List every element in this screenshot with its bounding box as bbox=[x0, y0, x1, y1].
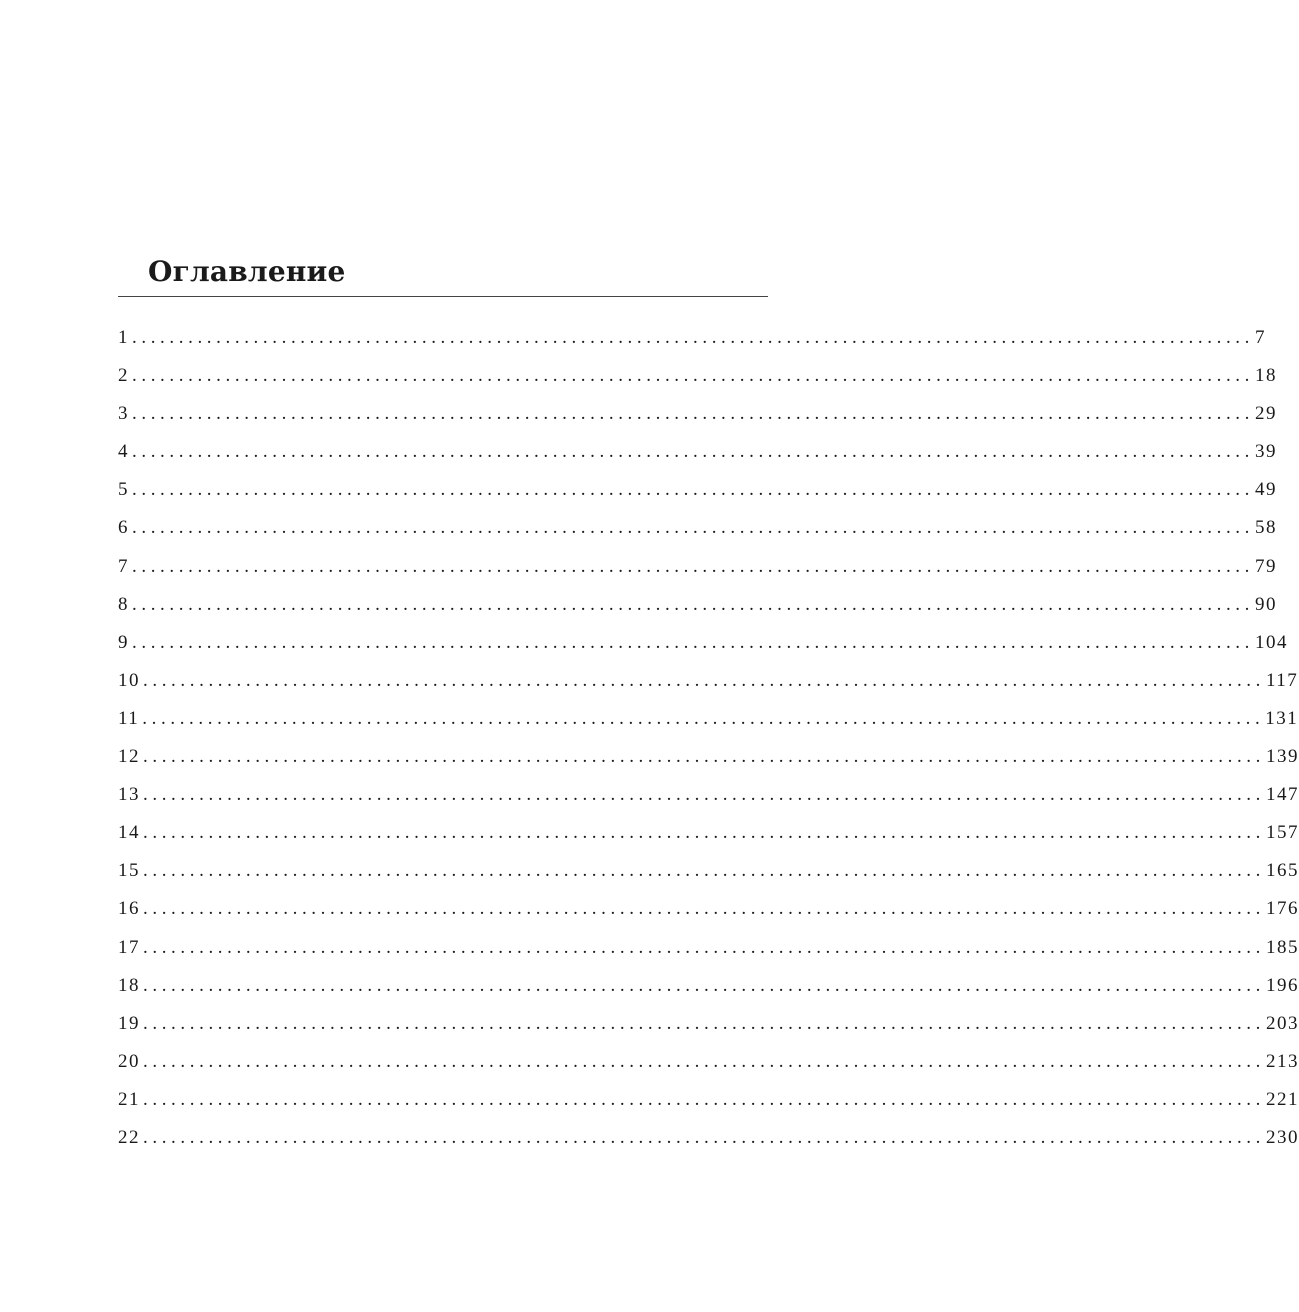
entry-label: 21 bbox=[118, 1088, 140, 1110]
toc-entry[interactable] bbox=[118, 890, 1299, 928]
toc-entry[interactable] bbox=[118, 700, 1299, 738]
dot-leader: ........................................................................................................................ bbox=[143, 860, 1265, 882]
entry-page-number: 185 bbox=[1266, 936, 1299, 958]
dot-leader: ........................................................................................................................ bbox=[142, 707, 1265, 729]
entry-page-number: 131 bbox=[1265, 707, 1299, 729]
entry-label: 3 bbox=[118, 403, 129, 425]
entry-page-number: 230 bbox=[1266, 1126, 1299, 1148]
entry-label: 11 bbox=[118, 707, 140, 729]
entry-label: 15 bbox=[118, 860, 140, 882]
entry-label: 12 bbox=[118, 746, 140, 768]
entry-label: 13 bbox=[118, 784, 140, 806]
entry-page-number: 58 bbox=[1255, 517, 1277, 539]
entry-label: 16 bbox=[118, 898, 140, 920]
dot-leader: ........................................................................................................................ bbox=[132, 593, 1254, 615]
toc-entry[interactable] bbox=[118, 738, 1299, 776]
dot-leader: ........................................................................................................................ bbox=[143, 1126, 1265, 1148]
toc-entry[interactable] bbox=[118, 471, 1277, 509]
dot-leader: ........................................................................................................................ bbox=[143, 974, 1265, 996]
entry-page-number: 157 bbox=[1266, 822, 1299, 844]
toc-entry[interactable] bbox=[118, 814, 1299, 852]
dot-leader: ........................................................................................................................ bbox=[143, 936, 1265, 958]
toc-entry[interactable] bbox=[118, 929, 1299, 967]
toc-entry[interactable] bbox=[118, 662, 1299, 700]
toc-entry[interactable] bbox=[118, 395, 1277, 433]
toc-entry[interactable] bbox=[118, 319, 1266, 357]
toc-list bbox=[118, 319, 1299, 1157]
page-title: Оглавление bbox=[148, 255, 346, 288]
toc-entry[interactable] bbox=[118, 357, 1277, 395]
entry-page-number: 7 bbox=[1255, 327, 1266, 348]
dot-leader: ........................................................................................................................ bbox=[132, 365, 1254, 387]
entry-label: 8 bbox=[118, 593, 129, 615]
toc-entry[interactable] bbox=[118, 776, 1299, 814]
toc-entry[interactable] bbox=[118, 1081, 1299, 1119]
dot-leader: ........................................................................................................................ bbox=[143, 1012, 1265, 1034]
toc-entry[interactable] bbox=[118, 586, 1277, 624]
entry-page-number: 29 bbox=[1255, 403, 1277, 425]
entry-page-number: 18 bbox=[1255, 365, 1277, 387]
toc-entry[interactable] bbox=[118, 548, 1277, 586]
entry-page-number: 104 bbox=[1255, 631, 1288, 653]
entry-label: 20 bbox=[118, 1050, 140, 1072]
entry-label: 6 bbox=[118, 517, 129, 539]
entry-page-number: 90 bbox=[1255, 593, 1277, 615]
dot-leader: ........................................................................................................................ bbox=[132, 403, 1254, 425]
entry-label: 1 bbox=[118, 327, 129, 348]
toc-entry[interactable] bbox=[118, 1119, 1299, 1157]
entry-page-number: 139 bbox=[1266, 746, 1299, 768]
dot-leader: ........................................................................................................................ bbox=[132, 479, 1254, 501]
entry-label: 14 bbox=[118, 822, 140, 844]
entry-page-number: 165 bbox=[1266, 860, 1299, 882]
entry-label: 2 bbox=[118, 365, 129, 387]
entry-label: 7 bbox=[118, 555, 129, 577]
toc-entry[interactable] bbox=[118, 852, 1299, 890]
entry-label: 9 bbox=[118, 631, 129, 653]
toc-entry[interactable] bbox=[118, 509, 1277, 547]
dot-leader: ........................................................................................................................ bbox=[143, 898, 1265, 920]
toc-entry[interactable] bbox=[118, 1043, 1299, 1081]
title-divider bbox=[118, 296, 768, 297]
entry-page-number: 221 bbox=[1266, 1088, 1299, 1110]
entry-page-number: 117 bbox=[1266, 669, 1299, 691]
entry-page-number: 49 bbox=[1255, 479, 1277, 501]
entry-page-number: 196 bbox=[1266, 974, 1299, 996]
toc-entry[interactable] bbox=[118, 433, 1277, 471]
dot-leader: ........................................................................................................................ bbox=[143, 784, 1265, 806]
dot-leader: ........................................................................................................................ bbox=[132, 631, 1254, 653]
entry-page-number: 213 bbox=[1266, 1050, 1299, 1072]
entry-label: 19 bbox=[118, 1012, 140, 1034]
dot-leader: ........................................................................................................................ bbox=[132, 517, 1254, 539]
entry-page-number: 79 bbox=[1255, 555, 1277, 577]
dot-leader: ........................................................................................................................ bbox=[132, 327, 1254, 348]
toc-entry[interactable] bbox=[118, 1005, 1299, 1043]
entry-label: 18 bbox=[118, 974, 140, 996]
entry-page-number: 147 bbox=[1266, 784, 1299, 806]
dot-leader: ........................................................................................................................ bbox=[132, 555, 1254, 577]
entry-page-number: 39 bbox=[1255, 441, 1277, 463]
toc-entry[interactable] bbox=[118, 967, 1299, 1005]
entry-page-number: 176 bbox=[1266, 898, 1299, 920]
dot-leader: ........................................................................................................................ bbox=[143, 822, 1265, 844]
toc-entry[interactable] bbox=[118, 624, 1288, 662]
dot-leader: ........................................................................................................................ bbox=[143, 1050, 1265, 1072]
entry-label: 4 bbox=[118, 441, 129, 463]
entry-label: 10 bbox=[118, 669, 140, 691]
entry-label: 22 bbox=[118, 1126, 140, 1148]
dot-leader: ........................................................................................................................ bbox=[132, 441, 1254, 463]
entry-label: 5 bbox=[118, 479, 129, 501]
entry-page-number: 203 bbox=[1266, 1012, 1299, 1034]
dot-leader: ........................................................................................................................ bbox=[143, 1088, 1265, 1110]
dot-leader: ........................................................................................................................ bbox=[143, 669, 1265, 691]
dot-leader: ........................................................................................................................ bbox=[143, 746, 1265, 768]
entry-label: 17 bbox=[118, 936, 140, 958]
